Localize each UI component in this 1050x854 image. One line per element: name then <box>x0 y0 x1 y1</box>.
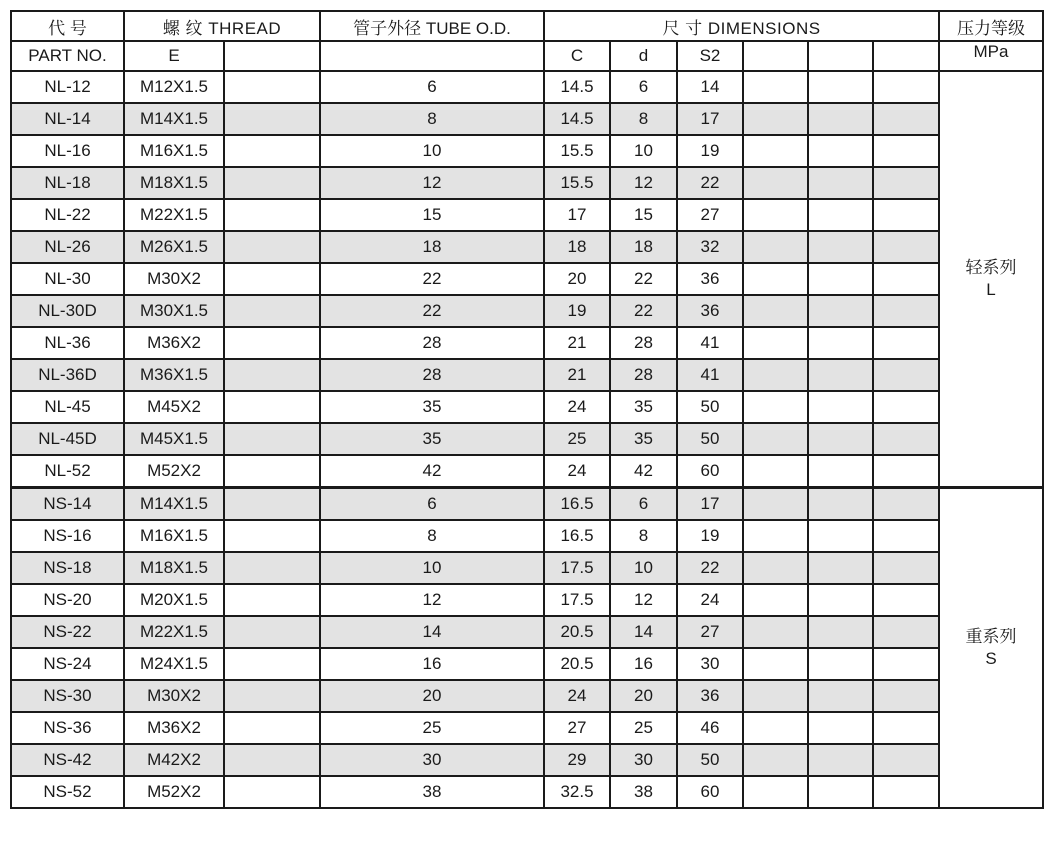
cell-s2: 22 <box>677 167 743 199</box>
cell-blank <box>808 103 873 135</box>
cell-blank <box>873 199 939 231</box>
cell-tube: 12 <box>320 167 544 199</box>
cell-blank <box>743 231 808 263</box>
cell-tube: 8 <box>320 103 544 135</box>
cell-tube: 8 <box>320 520 544 552</box>
cell-blank <box>224 423 320 455</box>
cell-blank <box>743 327 808 359</box>
cell-blank <box>808 584 873 616</box>
header-dim-blank-1 <box>743 41 808 71</box>
cell-s2: 60 <box>677 455 743 488</box>
cell-s2: 50 <box>677 423 743 455</box>
cell-blank <box>873 263 939 295</box>
cell-d: 35 <box>610 391 677 423</box>
cell-blank <box>873 552 939 584</box>
cell-s2: 50 <box>677 744 743 776</box>
table-row <box>11 520 1043 552</box>
cell-thread: M14X1.5 <box>124 488 224 521</box>
cell-thread: M16X1.5 <box>124 135 224 167</box>
light-series-code: L <box>986 280 996 299</box>
cell-blank <box>808 776 873 808</box>
cell-part: NS-24 <box>11 648 124 680</box>
cell-blank <box>873 103 939 135</box>
cell-blank <box>224 520 320 552</box>
header-part-code: 代 号 <box>11 11 124 41</box>
cell-tube: 6 <box>320 71 544 103</box>
cell-tube: 35 <box>320 423 544 455</box>
cell-c: 19 <box>544 295 610 327</box>
table-row <box>11 776 1043 808</box>
cell-tube: 15 <box>320 199 544 231</box>
cell-tube: 28 <box>320 359 544 391</box>
cell-blank <box>743 520 808 552</box>
cell-thread: M20X1.5 <box>124 584 224 616</box>
cell-blank <box>743 584 808 616</box>
dimensions-table <box>10 10 1044 809</box>
cell-blank <box>808 327 873 359</box>
cell-part: NS-30 <box>11 680 124 712</box>
cell-d: 22 <box>610 263 677 295</box>
cell-part: NL-16 <box>11 135 124 167</box>
cell-blank <box>743 199 808 231</box>
table-row <box>11 199 1043 231</box>
cell-s2: 60 <box>677 776 743 808</box>
cell-blank <box>224 488 320 521</box>
cell-c: 17.5 <box>544 552 610 584</box>
header-dim-c: C <box>544 41 610 71</box>
cell-blank <box>873 231 939 263</box>
cell-s2: 19 <box>677 520 743 552</box>
cell-blank <box>873 584 939 616</box>
cell-d: 8 <box>610 103 677 135</box>
cell-c: 21 <box>544 359 610 391</box>
cell-c: 15.5 <box>544 167 610 199</box>
cell-thread: M26X1.5 <box>124 231 224 263</box>
cell-blank <box>873 327 939 359</box>
cell-thread: M22X1.5 <box>124 616 224 648</box>
cell-part: NS-16 <box>11 520 124 552</box>
cell-s2: 36 <box>677 263 743 295</box>
cell-blank <box>224 391 320 423</box>
cell-blank <box>743 648 808 680</box>
cell-blank <box>743 135 808 167</box>
cell-s2: 41 <box>677 327 743 359</box>
cell-part: NL-45D <box>11 423 124 455</box>
cell-blank <box>224 552 320 584</box>
cell-s2: 46 <box>677 712 743 744</box>
cell-blank <box>808 423 873 455</box>
cell-tube: 6 <box>320 488 544 521</box>
cell-d: 28 <box>610 359 677 391</box>
header-pressure-unit: MPa <box>939 41 1043 71</box>
cell-part: NS-18 <box>11 552 124 584</box>
cell-s2: 14 <box>677 71 743 103</box>
table-row <box>11 295 1043 327</box>
cell-thread: M36X1.5 <box>124 359 224 391</box>
cell-blank <box>743 552 808 584</box>
cell-blank <box>808 616 873 648</box>
cell-blank <box>808 680 873 712</box>
cell-blank <box>743 359 808 391</box>
cell-blank <box>224 199 320 231</box>
table-row <box>11 135 1043 167</box>
cell-c: 17 <box>544 199 610 231</box>
table-row <box>11 616 1043 648</box>
cell-d: 42 <box>610 455 677 488</box>
cell-c: 17.5 <box>544 584 610 616</box>
cell-c: 14.5 <box>544 103 610 135</box>
cell-blank <box>808 455 873 488</box>
cell-s2: 36 <box>677 295 743 327</box>
cell-d: 6 <box>610 71 677 103</box>
cell-blank <box>743 616 808 648</box>
cell-c: 25 <box>544 423 610 455</box>
cell-blank <box>808 552 873 584</box>
cell-blank <box>224 327 320 359</box>
cell-s2: 24 <box>677 584 743 616</box>
cell-blank <box>224 263 320 295</box>
table-header <box>11 11 1043 71</box>
cell-part: NL-26 <box>11 231 124 263</box>
table-body <box>11 71 1043 808</box>
cell-d: 22 <box>610 295 677 327</box>
cell-blank <box>743 680 808 712</box>
cell-part: NS-20 <box>11 584 124 616</box>
cell-tube: 22 <box>320 263 544 295</box>
cell-c: 18 <box>544 231 610 263</box>
cell-s2: 30 <box>677 648 743 680</box>
cell-thread: M36X2 <box>124 327 224 359</box>
cell-s2: 41 <box>677 359 743 391</box>
cell-blank <box>808 744 873 776</box>
cell-blank <box>873 520 939 552</box>
header-dim-d: d <box>610 41 677 71</box>
table-row <box>11 71 1043 103</box>
cell-thread: M52X2 <box>124 776 224 808</box>
cell-blank <box>224 616 320 648</box>
cell-blank <box>808 520 873 552</box>
cell-blank <box>743 712 808 744</box>
cell-blank <box>808 135 873 167</box>
cell-blank <box>873 744 939 776</box>
cell-blank <box>743 423 808 455</box>
cell-c: 20.5 <box>544 648 610 680</box>
table-row <box>11 103 1043 135</box>
light-series-name: 轻系列 <box>965 258 1017 277</box>
cell-blank <box>873 712 939 744</box>
cell-d: 28 <box>610 327 677 359</box>
cell-part: NL-30D <box>11 295 124 327</box>
cell-s2: 50 <box>677 391 743 423</box>
cell-c: 16.5 <box>544 488 610 521</box>
table-row <box>11 167 1043 199</box>
pressure-heavy-series <box>939 488 1043 809</box>
table-row <box>11 391 1043 423</box>
cell-s2: 27 <box>677 616 743 648</box>
cell-tube: 18 <box>320 231 544 263</box>
cell-d: 20 <box>610 680 677 712</box>
cell-part: NL-52 <box>11 455 124 488</box>
cell-thread: M45X1.5 <box>124 423 224 455</box>
cell-d: 10 <box>610 552 677 584</box>
cell-tube: 42 <box>320 455 544 488</box>
cell-blank <box>873 423 939 455</box>
cell-d: 15 <box>610 199 677 231</box>
table-row <box>11 359 1043 391</box>
cell-thread: M30X2 <box>124 680 224 712</box>
cell-d: 25 <box>610 712 677 744</box>
heavy-series-name: 重系列 <box>965 627 1017 646</box>
cell-blank <box>873 616 939 648</box>
cell-c: 14.5 <box>544 71 610 103</box>
table-row <box>11 263 1043 295</box>
cell-part: NS-14 <box>11 488 124 521</box>
cell-s2: 36 <box>677 680 743 712</box>
table-row <box>11 231 1043 263</box>
cell-c: 24 <box>544 680 610 712</box>
cell-blank <box>743 103 808 135</box>
cell-c: 20 <box>544 263 610 295</box>
cell-tube: 12 <box>320 584 544 616</box>
table-row <box>11 423 1043 455</box>
cell-tube: 30 <box>320 744 544 776</box>
cell-s2: 27 <box>677 199 743 231</box>
cell-blank <box>224 71 320 103</box>
cell-blank <box>808 391 873 423</box>
header-dim-blank-2 <box>808 41 873 71</box>
cell-part: NL-18 <box>11 167 124 199</box>
cell-part: NL-36 <box>11 327 124 359</box>
cell-blank <box>808 167 873 199</box>
cell-d: 18 <box>610 231 677 263</box>
cell-part: NL-30 <box>11 263 124 295</box>
cell-thread: M30X1.5 <box>124 295 224 327</box>
cell-s2: 32 <box>677 231 743 263</box>
cell-blank <box>808 712 873 744</box>
cell-blank <box>873 776 939 808</box>
header-thread: 螺 纹 THREAD <box>124 11 320 41</box>
header-thread-blank <box>224 41 320 71</box>
cell-blank <box>873 135 939 167</box>
cell-part: NS-36 <box>11 712 124 744</box>
cell-tube: 14 <box>320 616 544 648</box>
cell-part: NL-22 <box>11 199 124 231</box>
cell-d: 30 <box>610 744 677 776</box>
cell-blank <box>743 776 808 808</box>
cell-blank <box>808 488 873 521</box>
table-row <box>11 680 1043 712</box>
cell-c: 16.5 <box>544 520 610 552</box>
cell-thread: M52X2 <box>124 455 224 488</box>
cell-c: 27 <box>544 712 610 744</box>
table-row <box>11 648 1043 680</box>
header-dim-s2: S2 <box>677 41 743 71</box>
cell-tube: 25 <box>320 712 544 744</box>
cell-part: NL-14 <box>11 103 124 135</box>
header-dimensions: 尺 寸 DIMENSIONS <box>544 11 939 41</box>
cell-s2: 17 <box>677 488 743 521</box>
cell-c: 24 <box>544 391 610 423</box>
header-thread-e: E <box>124 41 224 71</box>
cell-part: NL-36D <box>11 359 124 391</box>
cell-blank <box>224 295 320 327</box>
table-row <box>11 584 1043 616</box>
cell-blank <box>224 776 320 808</box>
cell-tube: 16 <box>320 648 544 680</box>
table-row <box>11 552 1043 584</box>
cell-d: 16 <box>610 648 677 680</box>
cell-tube: 20 <box>320 680 544 712</box>
cell-s2: 22 <box>677 552 743 584</box>
cell-d: 10 <box>610 135 677 167</box>
cell-thread: M12X1.5 <box>124 71 224 103</box>
table-row <box>11 327 1043 359</box>
cell-blank <box>808 263 873 295</box>
header-pressure: 压力等级 <box>939 11 1043 41</box>
cell-d: 14 <box>610 616 677 648</box>
cell-thread: M14X1.5 <box>124 103 224 135</box>
cell-blank <box>224 231 320 263</box>
cell-blank <box>873 488 939 521</box>
cell-blank <box>224 712 320 744</box>
cell-c: 24 <box>544 455 610 488</box>
cell-c: 21 <box>544 327 610 359</box>
cell-blank <box>224 103 320 135</box>
cell-thread: M42X2 <box>124 744 224 776</box>
cell-tube: 35 <box>320 391 544 423</box>
cell-d: 35 <box>610 423 677 455</box>
cell-tube: 28 <box>320 327 544 359</box>
cell-thread: M30X2 <box>124 263 224 295</box>
cell-blank <box>808 359 873 391</box>
cell-c: 15.5 <box>544 135 610 167</box>
cell-thread: M36X2 <box>124 712 224 744</box>
cell-thread: M16X1.5 <box>124 520 224 552</box>
table-row <box>11 744 1043 776</box>
cell-blank <box>743 455 808 488</box>
cell-blank <box>808 648 873 680</box>
cell-blank <box>873 71 939 103</box>
cell-blank <box>873 648 939 680</box>
cell-d: 8 <box>610 520 677 552</box>
cell-blank <box>873 391 939 423</box>
header-tube-od: 管子外径 TUBE O.D. <box>320 11 544 41</box>
cell-tube: 10 <box>320 135 544 167</box>
table-row <box>11 488 1043 521</box>
cell-thread: M22X1.5 <box>124 199 224 231</box>
cell-blank <box>743 263 808 295</box>
cell-c: 20.5 <box>544 616 610 648</box>
cell-blank <box>873 295 939 327</box>
cell-thread: M24X1.5 <box>124 648 224 680</box>
cell-thread: M18X1.5 <box>124 552 224 584</box>
cell-part: NS-22 <box>11 616 124 648</box>
cell-part: NL-45 <box>11 391 124 423</box>
cell-blank <box>224 167 320 199</box>
cell-d: 6 <box>610 488 677 521</box>
cell-tube: 10 <box>320 552 544 584</box>
cell-tube: 38 <box>320 776 544 808</box>
cell-blank <box>224 135 320 167</box>
cell-blank <box>808 71 873 103</box>
cell-blank <box>873 359 939 391</box>
pressure-light-series <box>939 71 1043 488</box>
cell-tube: 22 <box>320 295 544 327</box>
header-tube-blank <box>320 41 544 71</box>
cell-blank <box>224 584 320 616</box>
cell-blank <box>743 488 808 521</box>
header-part-no: PART NO. <box>11 41 124 71</box>
cell-blank <box>808 199 873 231</box>
table-row <box>11 455 1043 488</box>
cell-blank <box>224 359 320 391</box>
cell-blank <box>873 680 939 712</box>
cell-s2: 19 <box>677 135 743 167</box>
cell-blank <box>743 295 808 327</box>
header-dim-blank-3 <box>873 41 939 71</box>
cell-blank <box>808 295 873 327</box>
cell-blank <box>873 455 939 488</box>
cell-part: NS-42 <box>11 744 124 776</box>
cell-blank <box>224 744 320 776</box>
cell-blank <box>873 167 939 199</box>
heavy-series-code: S <box>985 649 997 668</box>
cell-d: 12 <box>610 584 677 616</box>
cell-d: 38 <box>610 776 677 808</box>
cell-part: NS-52 <box>11 776 124 808</box>
cell-blank <box>743 71 808 103</box>
cell-blank <box>743 744 808 776</box>
cell-d: 12 <box>610 167 677 199</box>
cell-c: 29 <box>544 744 610 776</box>
cell-blank <box>224 680 320 712</box>
cell-blank <box>224 455 320 488</box>
cell-blank <box>808 231 873 263</box>
cell-thread: M18X1.5 <box>124 167 224 199</box>
cell-blank <box>743 167 808 199</box>
cell-c: 32.5 <box>544 776 610 808</box>
cell-thread: M45X2 <box>124 391 224 423</box>
cell-blank <box>743 391 808 423</box>
cell-blank <box>224 648 320 680</box>
table-row <box>11 712 1043 744</box>
cell-s2: 17 <box>677 103 743 135</box>
cell-part: NL-12 <box>11 71 124 103</box>
